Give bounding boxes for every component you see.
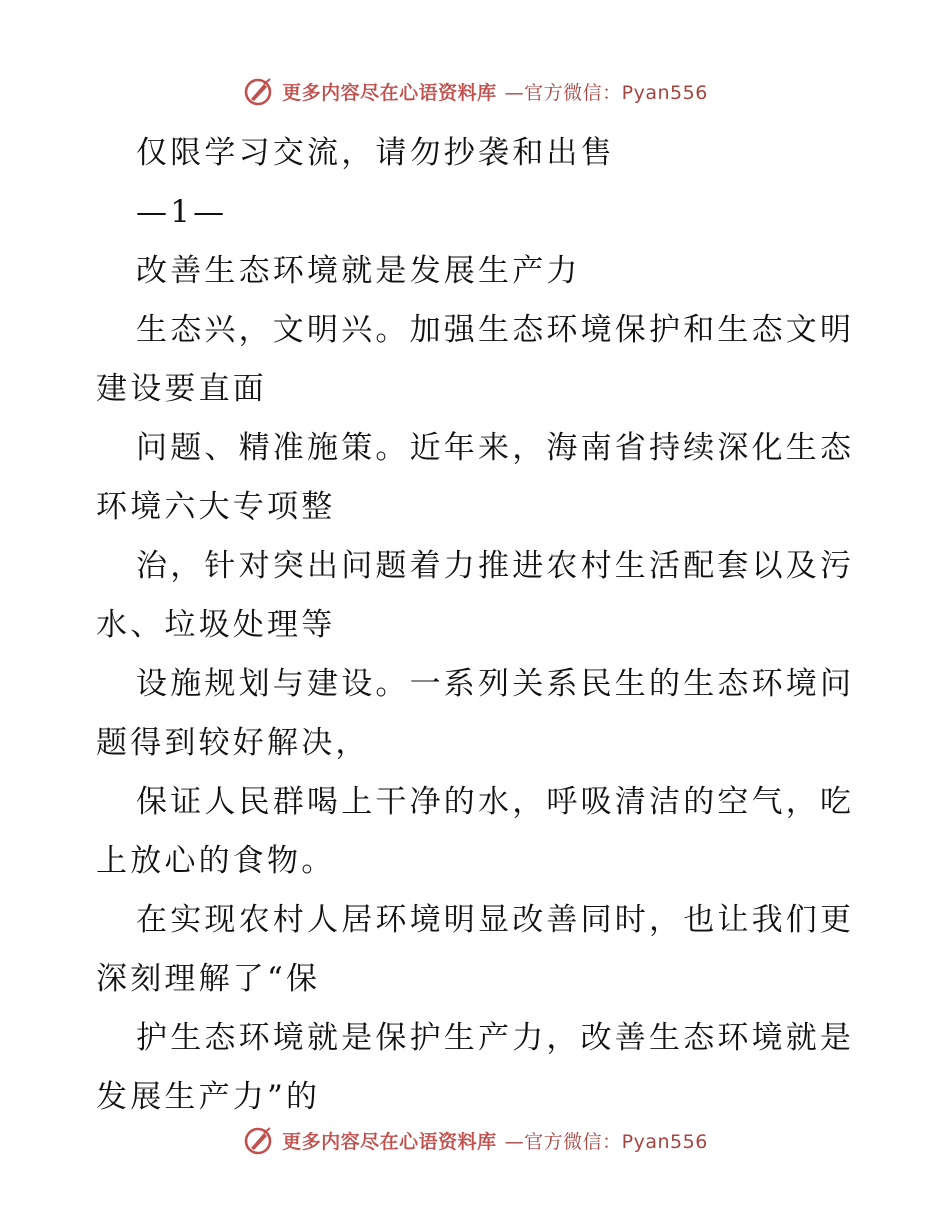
watermark-wechat-text: —官方微信：Pyan556 — [504, 1130, 708, 1153]
text-line: 上放心的食物。 — [96, 843, 336, 879]
text-line: 仅限学习交流，请勿抄袭和出售 — [136, 135, 615, 171]
document-body — [96, 124, 856, 1127]
text-line: 设施规划与建设。一系列关系民生的生态环境问 — [136, 666, 855, 702]
watermark-site-text: 更多内容尽在心语资料库 — [282, 1130, 497, 1153]
quill-logo-icon — [242, 75, 274, 107]
watermark-site-text: 更多内容尽在心语资料库 — [282, 81, 497, 104]
text-line: 生态兴，文明兴。加强生态环境保护和生态文明 — [136, 312, 855, 348]
text-line: 深刻理解了“保 — [96, 961, 321, 997]
text-line: 环境六大专项整 — [96, 489, 336, 525]
text-line: 建设要直面 — [96, 371, 267, 407]
text-line: 问题、精准施策。近年来，海南省持续深化生态 — [136, 430, 855, 466]
text-line: 护生态环境就是保护生产力，改善生态环境就是 — [136, 1020, 855, 1056]
text-line: 题得到较好解决， — [96, 725, 370, 761]
watermark-wechat-text: —官方微信：Pyan556 — [504, 81, 708, 104]
text-line: 保证人民群喝上干净的水，呼吸清洁的空气，吃 — [136, 784, 855, 820]
text-line: 在实现农村人居环境明显改善同时，也让我们更 — [136, 902, 855, 938]
text-line: 治，针对突出问题着力推进农村生活配套以及污 — [136, 548, 855, 584]
article-title: 改善生态环境就是发展生产力 — [136, 253, 581, 289]
text-line: 发展生产力”的 — [96, 1079, 321, 1115]
page-number: —1— — [136, 194, 228, 230]
text-line: 水、垃圾处理等 — [96, 607, 336, 643]
footer-watermark — [0, 1120, 950, 1160]
quill-logo-icon — [242, 1124, 274, 1156]
header-watermark — [0, 71, 950, 111]
